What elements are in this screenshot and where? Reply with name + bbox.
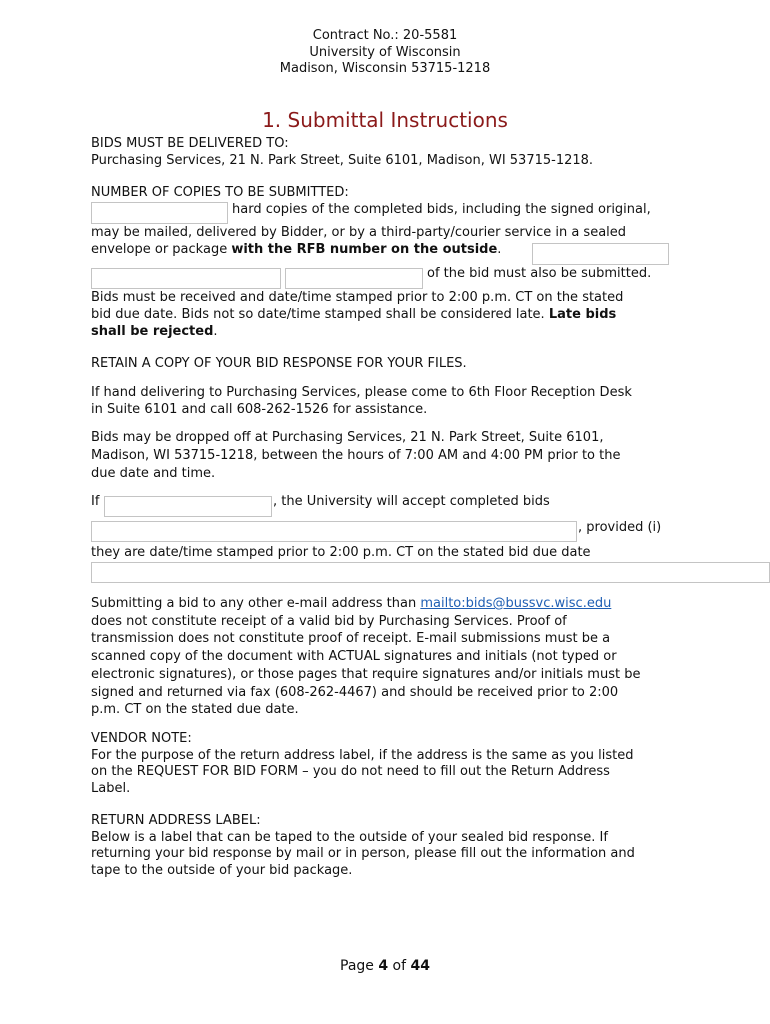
email-block	[91, 595, 691, 719]
hard-copies-count-field[interactable]	[91, 202, 228, 224]
electronic-copy-count-field[interactable]	[91, 268, 281, 289]
late-bids-emphasis: Late bids	[548, 307, 617, 322]
email-line2: does not constitute receipt of a valid bid by Purchasing Services. Proof of	[91, 613, 567, 629]
dropoff-line2: Madison, WI 53715-1218, between the hours of 7:00 AM and 4:00 PM prior to the	[91, 448, 621, 463]
copies-line1: hard copies of the completed bids, including the signed original,	[232, 202, 651, 217]
vendor-note-block	[91, 731, 691, 797]
contract-number: Contract No.: 20-5581	[312, 28, 458, 43]
acceptance-method-field[interactable]	[91, 521, 577, 542]
university-name: University of Wisconsin	[309, 44, 461, 60]
email-line4: scanned copy of the document with ACTUAL signatures and initials (not typed or	[91, 649, 617, 665]
return-label-line2: returning your bid response by mail or in person, please fill out the information and	[91, 846, 635, 861]
delivery-address: Purchasing Services, 21 N. Park Street, Suite 6101, Madison, WI 53715-1218.	[91, 153, 594, 168]
email-line1-text: Submitting a bid to any other e-mail address than	[91, 596, 421, 611]
delivery-block	[91, 135, 691, 169]
dropoff-line3: due date and time.	[91, 466, 216, 481]
university-address: Madison, Wisconsin 53715-1218	[279, 61, 491, 76]
deadline-block	[91, 289, 691, 340]
if-label: If	[91, 494, 100, 509]
delivery-heading: BIDS MUST BE DELIVERED TO:	[91, 136, 289, 151]
accept-text: , the University will accept completed bids	[273, 494, 550, 509]
deadline-line1: Bids must be received and date/time stamped prior to 2:00 p.m. CT on the stated	[91, 290, 624, 305]
copies-heading: NUMBER OF COPIES TO BE SUBMITTED:	[91, 185, 349, 200]
hand-delivery-block	[91, 384, 691, 418]
page-word: Page	[340, 958, 379, 974]
page-footer	[0, 958, 770, 975]
vendor-note-heading: VENDOR NOTE:	[91, 731, 192, 746]
email-line5: electronic signatures), or those pages that require signatures and/or initials must be	[91, 666, 641, 682]
return-label-line3: tape to the outside of your bid package.	[91, 862, 353, 878]
return-label-heading: RETURN ADDRESS LABEL:	[91, 813, 261, 828]
retain-notice: RETAIN A COPY OF YOUR BID RESPONSE FOR YOUR FILES.	[91, 356, 467, 371]
dropoff-block	[91, 429, 691, 483]
electronic-copy-format-field[interactable]	[285, 268, 423, 289]
hand-delivery-line2: in Suite 6101 and call 608-262-1526 for assistance.	[91, 402, 428, 417]
copies-line2: may be mailed, delivered by Bidder, or by a third-party/courier service in a sealed	[91, 225, 627, 240]
provided-text: , provided (i)	[578, 520, 662, 535]
return-label-line1: Below is a label that can be taped to the outside of your sealed bid response. If	[91, 829, 608, 845]
bids-email-link[interactable]: mailto:bids@bussvc.wisc.edu	[420, 596, 612, 611]
deadline-line2	[91, 306, 691, 323]
vendor-note-line1: For the purpose of the return address label, if the address is the same as you listed	[91, 747, 634, 763]
copies-line4: of the bid must also be submitted.	[427, 266, 652, 281]
deadline-line3-end: .	[213, 324, 218, 339]
total-pages: 44	[410, 958, 430, 974]
rejected-emphasis: shall be rejected	[91, 324, 214, 339]
email-line1	[91, 595, 691, 613]
deadline-line2-text: bid due date. Bids not so date/time stamped shall be considered late.	[91, 307, 549, 322]
dropoff-line1: Bids may be dropped off at Purchasing Services, 21 N. Park Street, Suite 6101,	[91, 430, 604, 445]
conditional-line3: they are date/time stamped prior to 2:00 p.m. CT on the stated bid due date	[91, 545, 591, 560]
section-title: 1. Submittal Instructions	[262, 108, 508, 132]
rfb-number-emphasis: with the RFB number on the outside	[231, 242, 498, 257]
email-line3: transmission does not constitute proof of receipt. E-mail submissions must be a	[91, 631, 611, 647]
document-header	[0, 28, 770, 78]
of-word: of	[388, 958, 411, 974]
vendor-note-line2: on the REQUEST FOR BID FORM – you do not need to fill out the Return Address	[91, 764, 610, 779]
copies-line3-text: envelope or package	[91, 242, 232, 257]
hand-delivery-line1: If hand delivering to Purchasing Services, please come to 6th Floor Reception Desk	[91, 385, 632, 400]
vendor-note-line3: Label.	[91, 780, 131, 796]
copies-line3-end: .	[497, 242, 502, 257]
return-label-block	[91, 813, 691, 879]
deadline-line3	[91, 323, 691, 340]
additional-conditions-field[interactable]	[91, 562, 770, 583]
condition-field[interactable]	[104, 496, 272, 517]
email-line6: signed and returned via fax (608-262-4467) and should be received prior to 2:00	[91, 684, 619, 700]
email-line7: p.m. CT on the stated due date.	[91, 702, 299, 718]
copies-extra-field[interactable]	[532, 243, 669, 265]
current-page: 4	[378, 958, 389, 974]
